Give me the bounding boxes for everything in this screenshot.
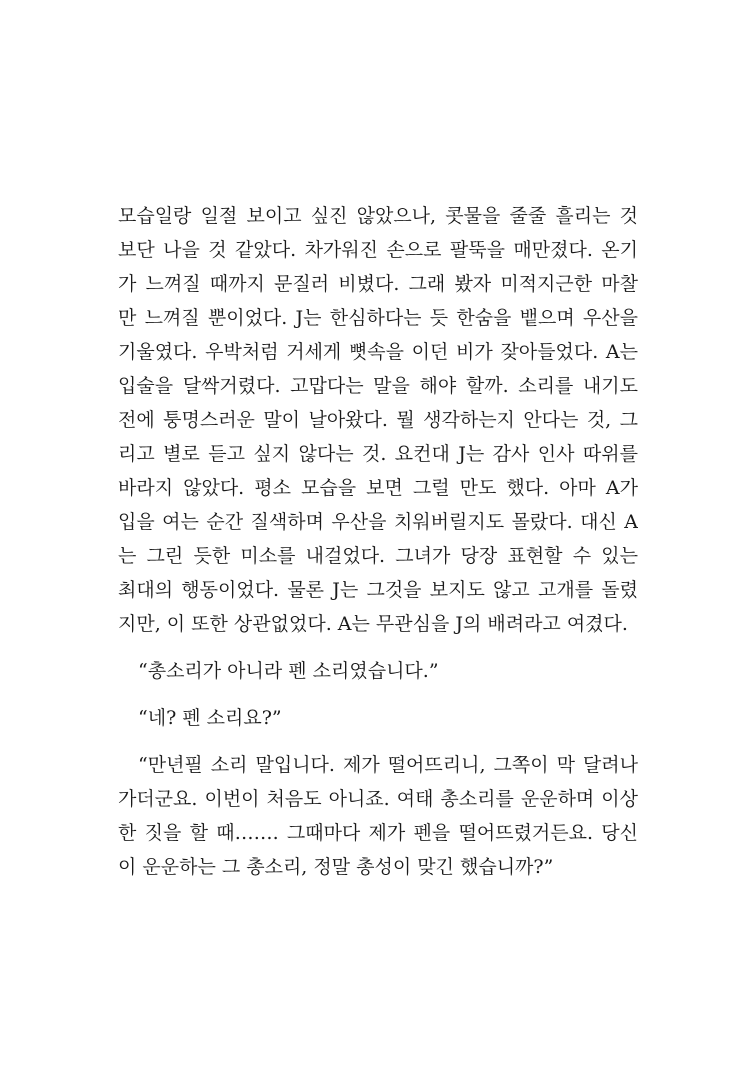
paragraph-gap [118, 688, 638, 701]
narration-paragraph [118, 199, 638, 641]
text-line: 리고 별로 듣고 싶지 않다는 것. 요컨대 J는 감사 인사 따위를 [118, 443, 638, 465]
dialogue-paragraph [118, 654, 638, 688]
text-line: 모습일랑 일절 보이고 싶진 않았으나, 콧물을 줄줄 흘리는 것 [118, 205, 638, 227]
body-text [118, 199, 638, 884]
text-line: 한 짓을 할 때……. 그때마다 제가 펜을 떨어뜨렸거든요. 당신 [118, 822, 638, 844]
dialogue-paragraph [118, 748, 638, 884]
text-line: “만년필 소리 말입니다. 제가 떨어뜨리니, 그쪽이 막 달려나 [138, 754, 638, 776]
text-line: 만 느껴질 뿐이었다. J는 한심하다는 듯 한숨을 뱉으며 우산을 [118, 307, 638, 329]
text-line: 최대의 행동이었다. 물론 J는 그것을 보지도 않고 고개를 돌렸 [118, 579, 638, 601]
text-line: 가 느껴질 때까지 문질러 비볐다. 그래 봤자 미적지근한 마찰 [118, 273, 638, 295]
text-line: “총소리가 아니라 펜 소리였습니다.” [138, 660, 439, 682]
text-line: “네? 펜 소리요?” [138, 707, 282, 729]
text-line: 는 그린 듯한 미소를 내걸었다. 그녀가 당장 표현할 수 있는 [118, 545, 638, 567]
text-line: 바라지 않았다. 평소 모습을 보면 그럴 만도 했다. 아마 A가 [118, 477, 638, 499]
text-line: 보단 나을 것 같았다. 차가워진 손으로 팔뚝을 매만졌다. 온기 [118, 239, 638, 261]
text-line: 가더군요. 이번이 처음도 아니죠. 여태 총소리를 운운하며 이상 [118, 788, 638, 810]
text-line: 입을 여는 순간 질색하며 우산을 치워버릴지도 몰랐다. 대신 A [118, 511, 638, 533]
paragraph-gap [118, 641, 638, 654]
text-line: 기울였다. 우박처럼 거세게 뼛속을 이던 비가 잦아들었다. A는 [118, 341, 638, 363]
text-line: 전에 퉁명스러운 말이 날아왔다. 뭘 생각하는지 안다는 것, 그 [118, 409, 638, 431]
paragraph-gap [118, 735, 638, 748]
text-line: 입술을 달싹거렸다. 고맙다는 말을 해야 할까. 소리를 내기도 [118, 375, 638, 397]
dialogue-paragraph [118, 701, 638, 735]
text-line: 지만, 이 또한 상관없었다. A는 무관심을 J의 배려라고 여겼다. [118, 613, 628, 635]
text-line: 이 운운하는 그 총소리, 정말 총성이 맞긴 했습니까?” [118, 856, 554, 878]
